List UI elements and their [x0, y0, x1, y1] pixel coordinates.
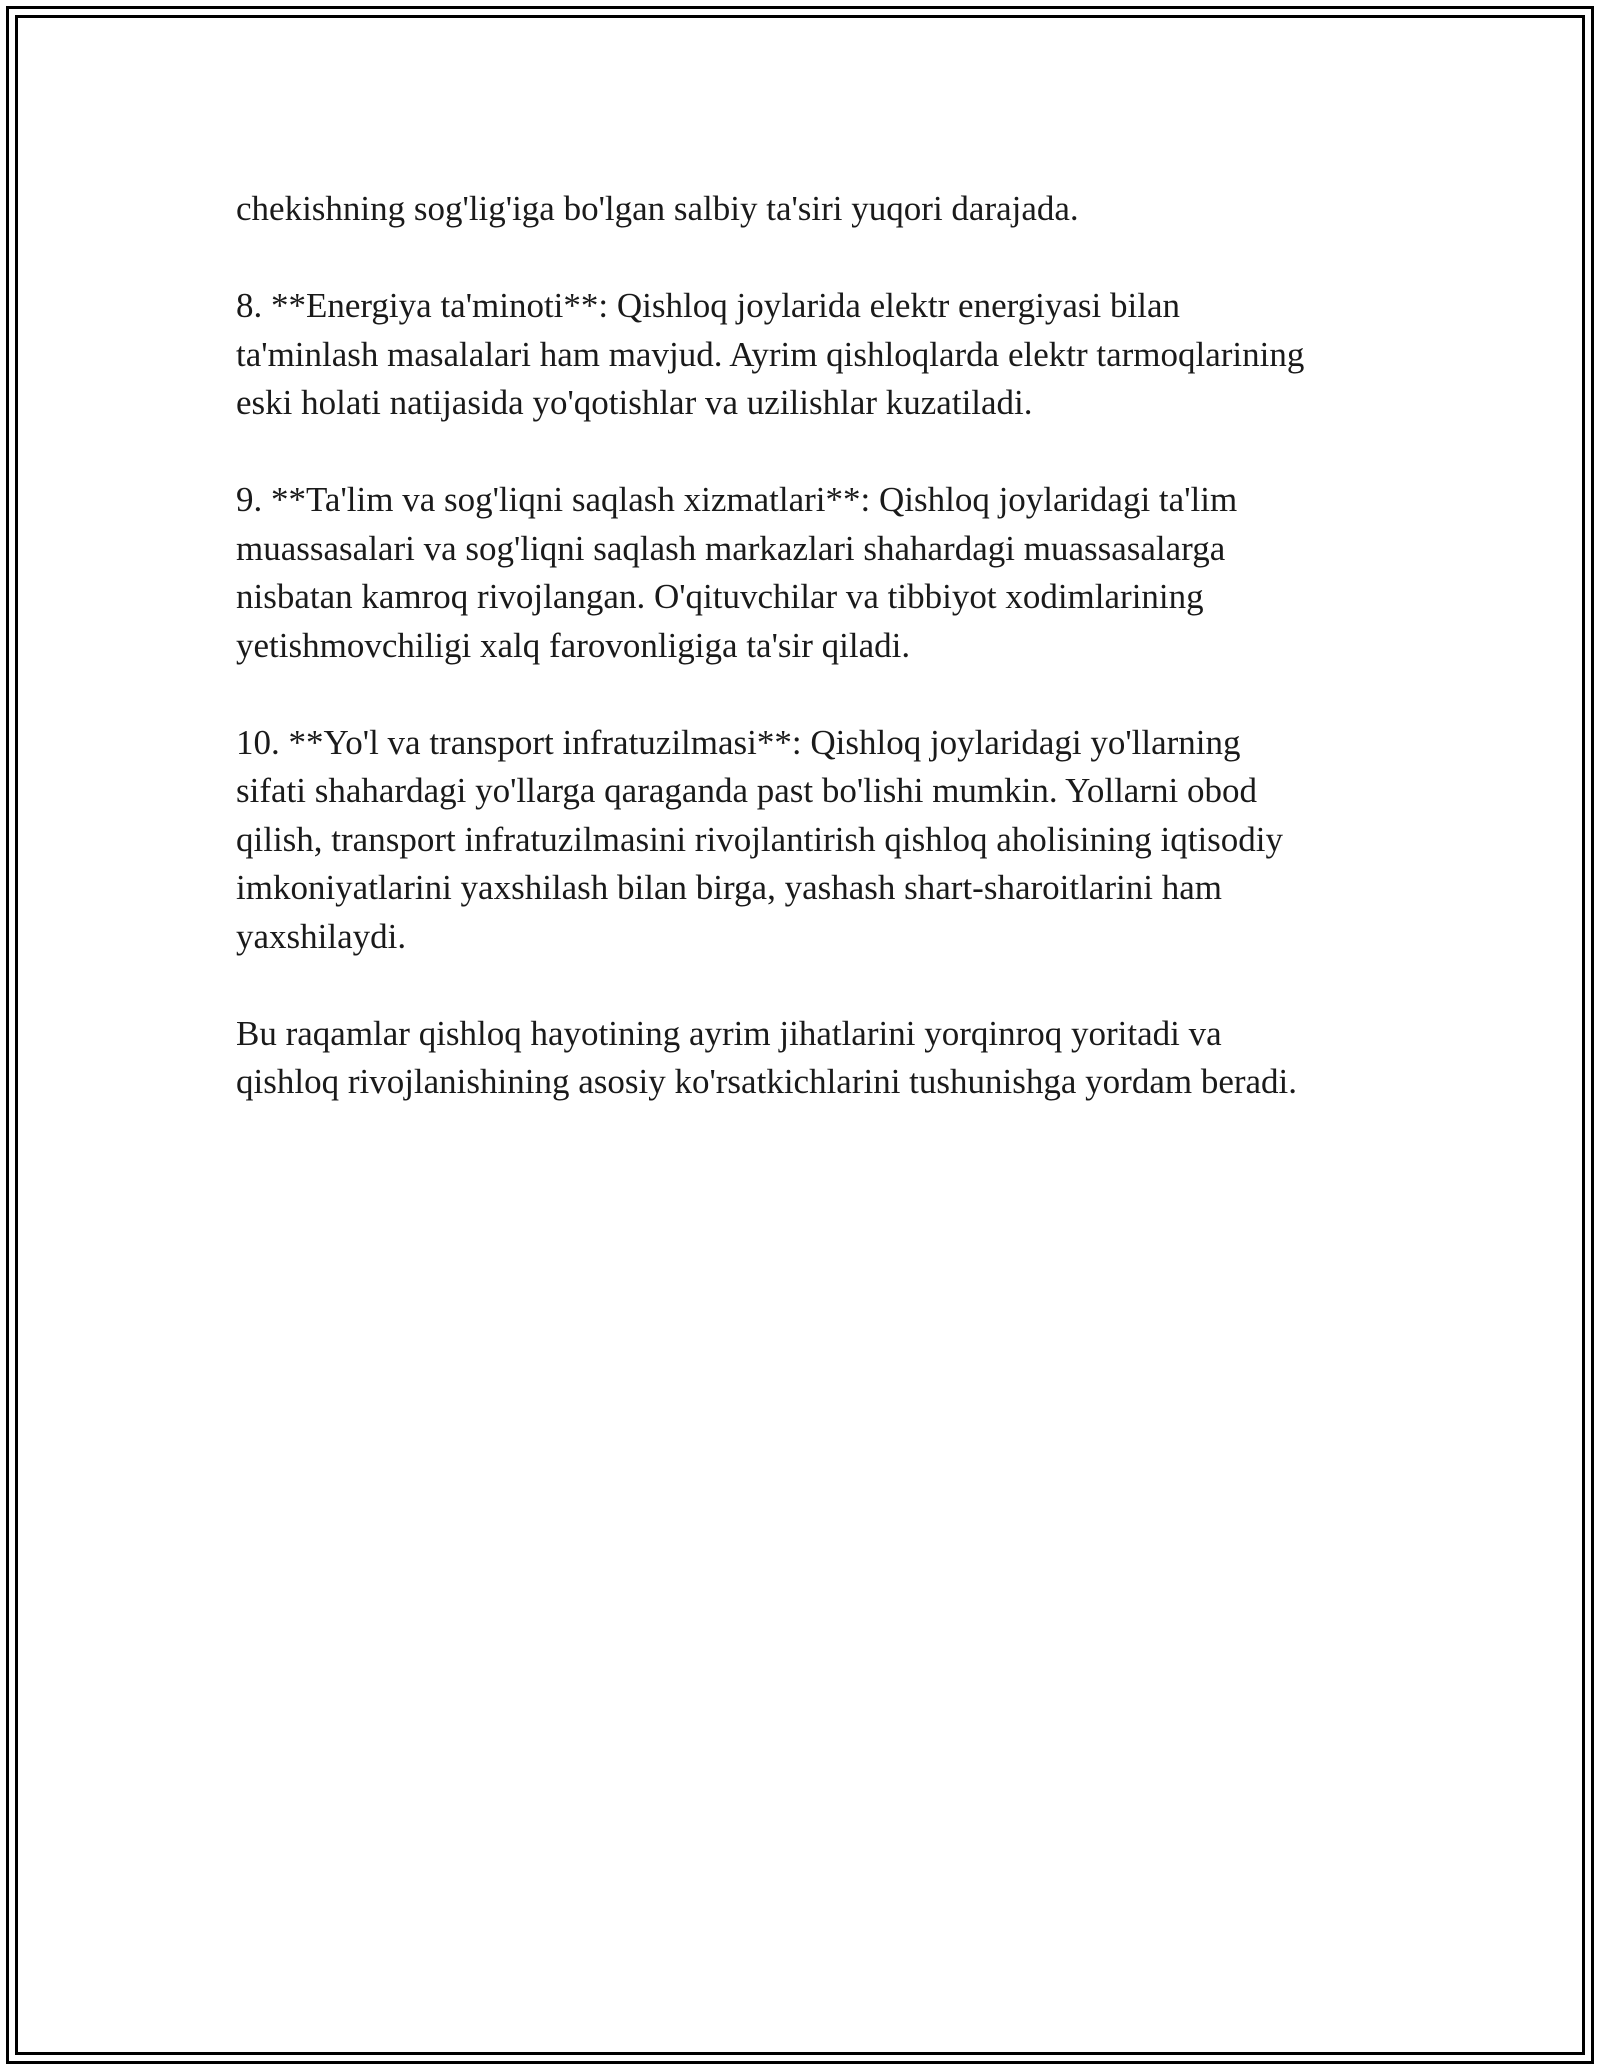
text-line: qishloq rivojlanishining asosiy ko'rsatkichlarini tushunishga yordam beradi. [236, 1062, 1298, 1101]
text-line: eski holati natijasida yo'qotishlar va uzilishlar kuzatiladi. [236, 383, 1033, 422]
text-line: nisbatan kamroq rivojlangan. O'qituvchilar va tibbiyot xodimlarining [236, 577, 1204, 616]
text-line: muassasalari va sog'liqni saqlash markazlari shahardagi muassasalarga [236, 528, 1226, 568]
text-line: imkoniyatlarini yaxshilash bilan birga, yashash shart-sharoitlarini ham [236, 868, 1222, 907]
paragraph-education-health [236, 476, 1376, 670]
text-line: sifati shahardagi yo'llarga qaraganda past bo'lishi mumkin. Yollarni obod [236, 771, 1257, 810]
text-line: yaxshilaydi. [236, 916, 407, 956]
paragraph-road-transport [236, 719, 1376, 962]
text-line: yetishmovchiligi xalq farovonligiga ta'sir qiladi. [236, 625, 911, 665]
text-line: Bu raqamlar qishloq hayotining ayrim jihatlarini yorqinroq yoritadi va [236, 1013, 1222, 1053]
paragraph-continuation [236, 185, 1376, 234]
paragraph-energy-supply [236, 282, 1376, 428]
text-line: 9. **Ta'lim va sog'liqni saqlash xizmatlari**: Qishloq joylaridagi ta'lim [236, 480, 1238, 519]
text-line: 8. **Energiya ta'minoti**: Qishloq joylarida elektr energiyasi bilan [236, 286, 1180, 325]
document-body [236, 185, 1376, 1155]
text-line: chekishning sog'lig'iga bo'lgan salbiy ta'siri yuqori darajada. [236, 189, 1079, 228]
paragraph-conclusion [236, 1010, 1376, 1107]
text-line: ta'minlash masalalari ham mavjud. Ayrim qishloqlarda elektr tarmoqlarining [236, 334, 1305, 374]
text-line: 10. **Yo'l va transport infratuzilmasi**: Qishloq joylaridagi yo'llarning [236, 722, 1241, 762]
text-line: qilish, transport infratuzilmasini rivojlantirish qishloq aholisining iqtisodiy [236, 819, 1284, 859]
